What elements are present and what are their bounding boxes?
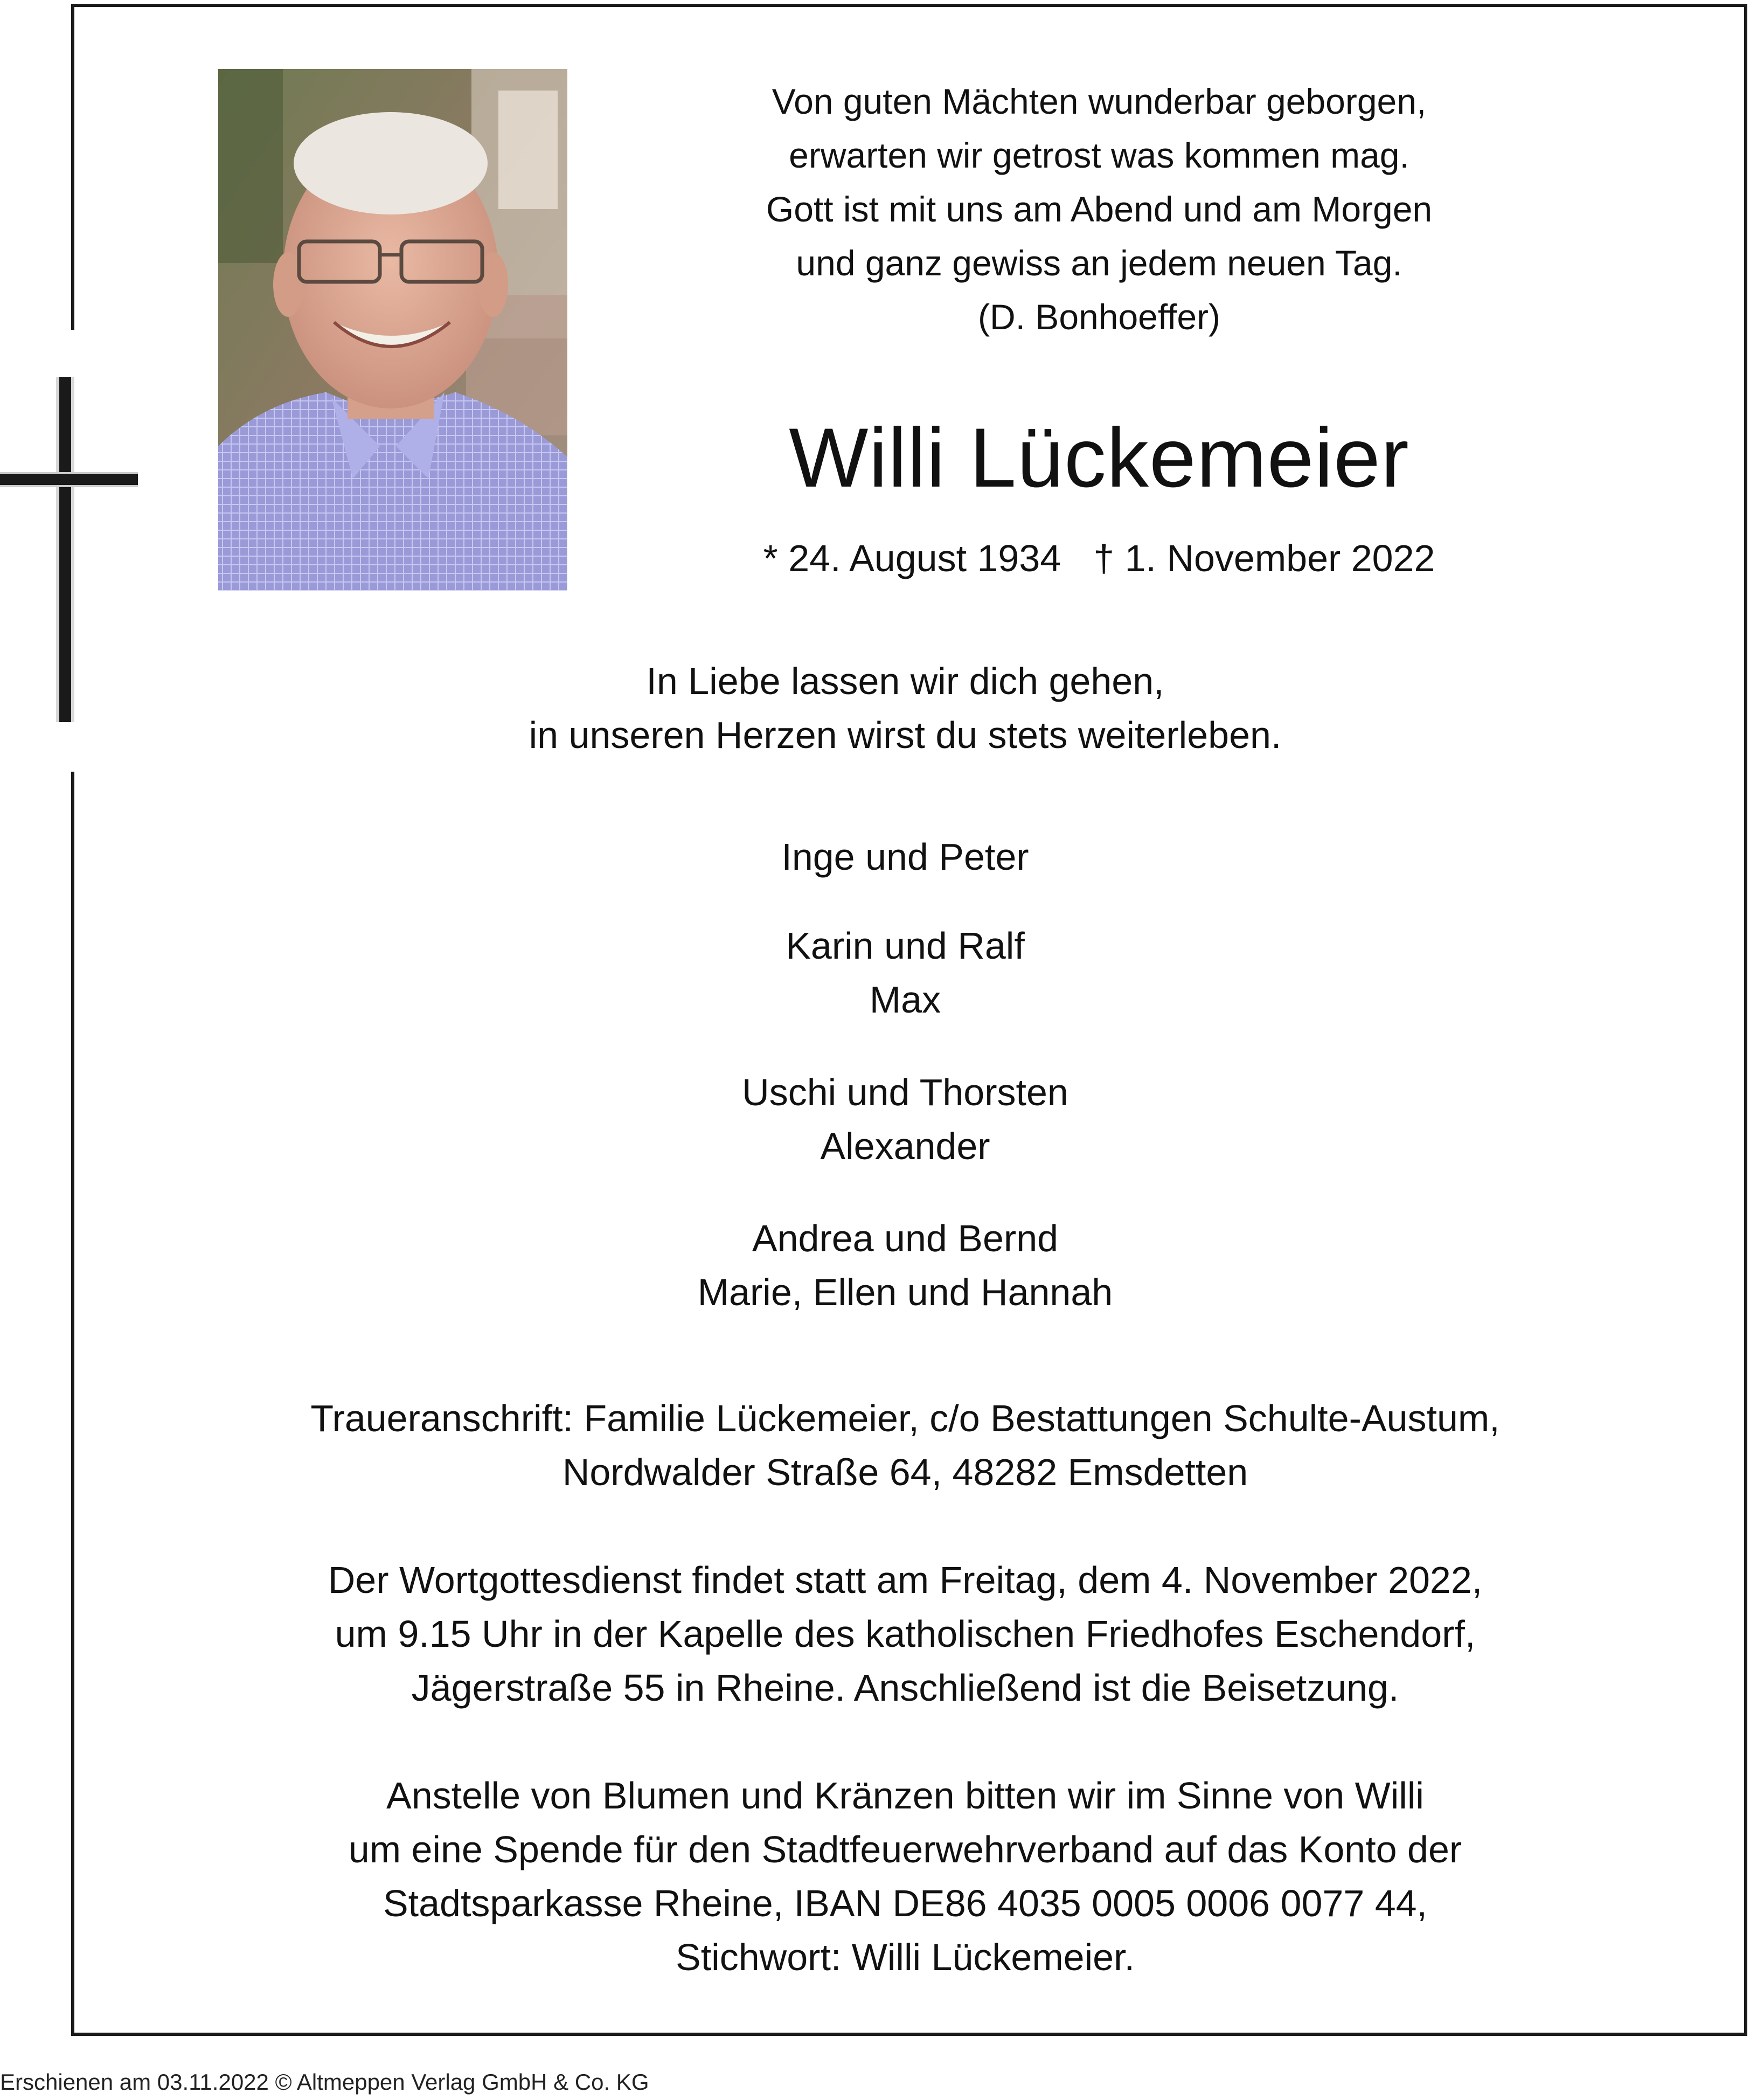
address-line: Traueranschrift: Familie Lückemeier, c/o Bestattungen Schulte-Austum,	[310, 1397, 1500, 1439]
death-date: † 1. November 2022	[1093, 537, 1435, 579]
service-line: Jägerstraße 55 in Rheine. Anschließend ist die Beisetzung.	[411, 1667, 1399, 1709]
mourning-address	[162, 1391, 1649, 1499]
farewell-line: In Liebe lassen wir dich gehen,	[646, 660, 1164, 702]
donation-line: Anstelle von Blumen und Kränzen bitten wir im Sinne von Willi	[386, 1775, 1424, 1817]
birth-date: * 24. August 1934	[763, 537, 1061, 579]
cross-icon	[0, 366, 140, 733]
service-line: Der Wortgottesdienst findet statt am Freitag, dem 4. November 2022,	[328, 1559, 1483, 1601]
farewell-line: in unseren Herzen wirst du stets weiterleben.	[529, 714, 1282, 756]
life-dates	[668, 531, 1530, 585]
frame-left-border-upper	[71, 4, 74, 330]
family-line: Marie, Ellen und Hannah	[697, 1271, 1113, 1313]
family-line: Inge und Peter	[781, 836, 1029, 878]
frame-top-border	[71, 4, 1747, 7]
portrait-photo	[218, 69, 567, 591]
bonhoeffer-poem	[668, 74, 1530, 344]
family-line: Karin und Ralf	[786, 925, 1025, 967]
family-line: Max	[869, 979, 941, 1021]
family-group	[162, 830, 1649, 884]
poem-line: Von guten Mächten wunderbar geborgen,	[772, 81, 1427, 121]
family-line: Andrea und Bernd	[752, 1217, 1059, 1259]
service-line: um 9.15 Uhr in der Kapelle des katholischen Friedhofes Eschendorf,	[335, 1613, 1476, 1655]
family-group	[162, 919, 1649, 1027]
family-group	[162, 1211, 1649, 1319]
poem-line: Gott ist mit uns am Abend und am Morgen	[766, 189, 1433, 229]
deceased-name: Willi Lückemeier	[789, 411, 1409, 505]
poem-attribution: (D. Bonhoeffer)	[977, 297, 1220, 337]
poem-line: und ganz gewiss an jedem neuen Tag.	[796, 243, 1402, 283]
family-line: Alexander	[820, 1125, 990, 1167]
family-group	[162, 1065, 1649, 1173]
frame-left-border-lower	[71, 772, 74, 2036]
frame-right-border	[1744, 4, 1747, 2036]
publication-footer: Erschienen am 03.11.2022 © Altmeppen Verlag GmbH & Co. KG	[0, 2069, 649, 2095]
farewell-text	[162, 654, 1649, 762]
family-line: Uschi und Thorsten	[742, 1071, 1068, 1113]
donation-line: um eine Spende für den Stadtfeuerwehrverband auf das Konto der	[348, 1828, 1462, 1870]
donation-request	[162, 1769, 1649, 1984]
service-info	[162, 1553, 1649, 1715]
frame-bottom-border	[71, 2033, 1747, 2036]
donation-line: Stadtsparkasse Rheine, IBAN DE86 4035 0005 0006 0077 44,	[383, 1882, 1428, 1924]
address-line: Nordwalder Straße 64, 48282 Emsdetten	[562, 1451, 1248, 1493]
poem-line: erwarten wir getrost was kommen mag.	[789, 135, 1409, 175]
donation-line: Stichwort: Willi Lückemeier.	[676, 1936, 1135, 1978]
